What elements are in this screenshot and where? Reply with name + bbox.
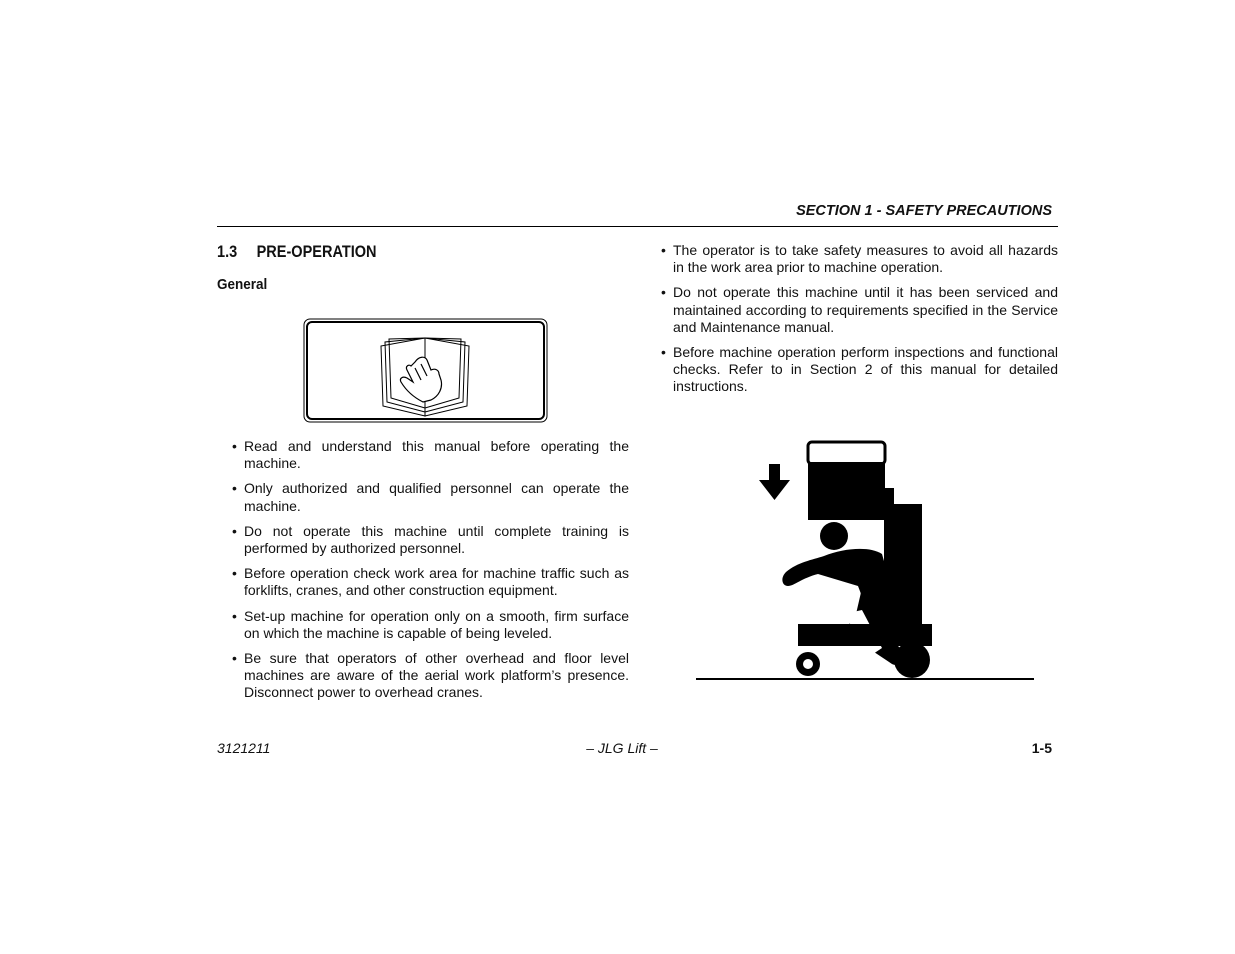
list-item: • Before machine operation perform inspections and functional checks. Refer to in Section 2 of this manual for detailed instructions. (661, 344, 1058, 396)
list-item: • Set-up machine for operation only on a smooth, firm surface on which the machine is capable of being leveled. (232, 608, 629, 642)
list-item: • Before operation check work area for machine traffic such as forklifts, cranes, and other construction equipment. (232, 565, 629, 599)
list-item: • Do not operate this machine until complete training is performed by authorized personnel. (232, 523, 629, 557)
list-item: • Be sure that operators of other overhead and floor level machines are aware of the aerial work platform’s presence. Disconnect power to overhead cranes. (232, 650, 629, 702)
left-bullet-list (232, 438, 629, 710)
section-header-title: SECTION 1 - SAFETY PRECAUTIONS (796, 203, 1052, 219)
list-item: • Read and understand this manual before operating the machine. (232, 438, 629, 472)
down-arrow-icon (759, 464, 790, 500)
list-item: • Only authorized and qualified personnel can operate the machine. (232, 480, 629, 514)
list-item: • Do not operate this machine until it has been serviced and maintained according to requirements specified in the Service and Maintenance manual. (661, 284, 1058, 336)
read-manual-icon (303, 318, 548, 423)
header-divider (217, 226, 1058, 227)
section-title: PRE-OPERATION (256, 243, 377, 261)
footer-page-number: 1-5 (1031, 740, 1052, 756)
right-bullet-list (661, 242, 1058, 404)
footer-doc-number: 3121211 (217, 740, 271, 756)
list-item: • The operator is to take safety measures to avoid all hazards in the work area prior to machine operation. (661, 242, 1058, 276)
subheading-general: General (217, 276, 268, 293)
section-number: 1.3 (217, 243, 238, 261)
section-heading (217, 243, 377, 262)
crush-hazard-pictogram (694, 438, 1036, 684)
footer-brand: – JLG Lift – (586, 740, 658, 756)
